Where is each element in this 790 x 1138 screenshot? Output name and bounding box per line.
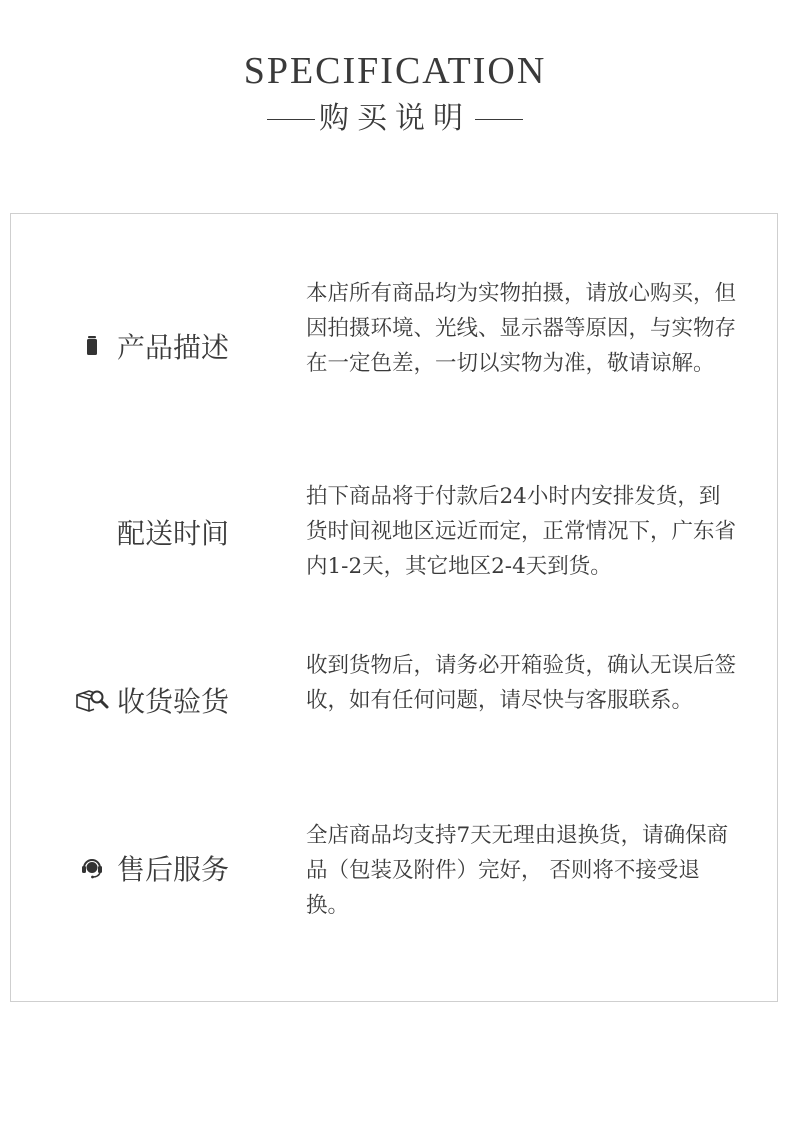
label-text: 售后服务 bbox=[117, 853, 230, 886]
page-subtitle bbox=[0, 98, 790, 139]
row-label-after-sales bbox=[73, 848, 229, 888]
label-text: 配送时间 bbox=[117, 517, 230, 550]
row-label-receive-inspect bbox=[73, 680, 229, 720]
page-title: SPECIFICATION bbox=[243, 50, 547, 92]
row-label-product-description bbox=[73, 326, 229, 366]
headset-service-icon bbox=[73, 851, 111, 885]
specification-panel bbox=[10, 213, 778, 1002]
description-text: 全店商品均支持7天无理由退换货，请确保商品（包装及附件）完好， 否则将不接受退换。 bbox=[306, 823, 729, 918]
label-text: 产品描述 bbox=[117, 331, 230, 364]
cylinder-icon bbox=[73, 329, 111, 363]
label-text: 收货验货 bbox=[117, 685, 230, 718]
package-inspect-icon bbox=[73, 683, 111, 717]
row-label-delivery-time bbox=[73, 512, 229, 552]
left-dash-divider bbox=[267, 119, 315, 120]
blank-icon-slot bbox=[73, 515, 111, 549]
description-text: 本店所有商品均为实物拍摄，请放心购买，但因拍摄环境、光线、显示器等原因，与实物存在一定色差，一切以实物为准，敬请谅解。 bbox=[306, 281, 737, 376]
description-text: 收到货物后，请务必开箱验货，确认无误后签收，如有任何问题，请尽快与客服联系。 bbox=[306, 653, 737, 713]
subtitle-text: 购买说明 bbox=[319, 101, 471, 136]
description-text: 拍下商品将于付款后24小时内安排发货，到货时间视地区远近而定，正常情况下，广东省内1-2天，其它地区2-4天到货。 bbox=[306, 484, 737, 579]
right-dash-divider bbox=[475, 119, 523, 120]
